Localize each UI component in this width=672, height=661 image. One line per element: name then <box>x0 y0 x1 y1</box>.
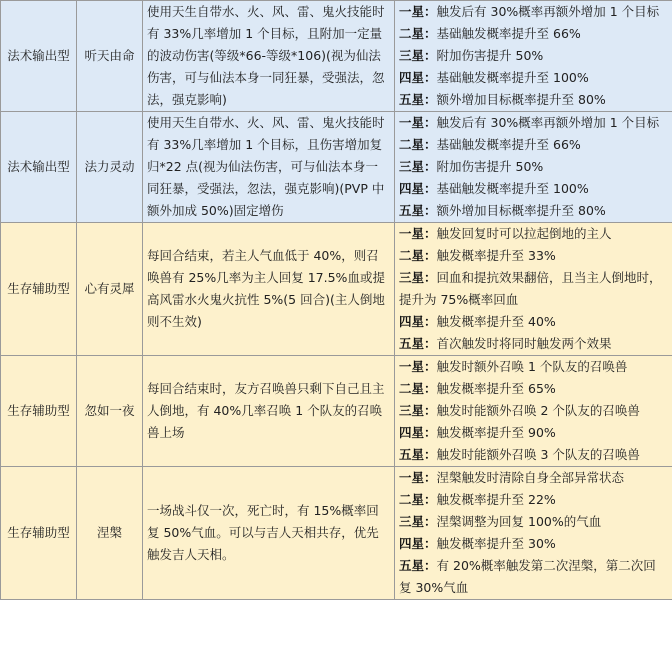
skill-description: 使用天生自带水、火、风、雷、鬼火技能时有 33%几率增加 1 个目标，且伤害增加复归*22 点(视为仙法伤害，可与仙法本身一同狂暴，受强法，忽法，强克影响)(PVP 中额外加成 50%)固定增伤 <box>143 112 395 223</box>
star-text: 触发后有 30%概率再额外增加 1 个目标 <box>436 115 660 130</box>
skill-description: 每回合结束，若主人气血低于 40%，则召唤兽有 25%几率为主人回复 17.5%血或提高风雷水火鬼火抗性 5%(5 回合)(主人倒地则不生效) <box>143 223 395 356</box>
star-label: 一星： <box>399 4 437 19</box>
star-upgrades <box>395 223 672 356</box>
star-item <box>399 112 668 134</box>
star-text: 触发概率提升至 65% <box>436 381 556 396</box>
star-item <box>399 333 668 355</box>
star-upgrades <box>395 467 672 600</box>
star-text: 基础触发概率提升至 66% <box>436 137 581 152</box>
star-label: 二星： <box>399 137 437 152</box>
star-item <box>399 311 668 333</box>
skill-name: 听天由命 <box>77 1 143 112</box>
star-text: 基础触发概率提升至 66% <box>436 26 581 41</box>
star-label: 二星： <box>399 26 437 41</box>
star-item <box>399 1 668 23</box>
star-item <box>399 378 668 400</box>
star-text: 触发概率提升至 30% <box>436 536 556 551</box>
star-label: 四星： <box>399 536 437 551</box>
star-text: 触发概率提升至 90% <box>436 425 556 440</box>
star-text: 触发概率提升至 40% <box>436 314 556 329</box>
skill-description: 一场战斗仅一次，死亡时，有 15%概率回复 50%气血。可以与吉人天相共存，优先触发吉人天相。 <box>143 467 395 600</box>
star-text: 触发概率提升至 22% <box>436 492 556 507</box>
star-label: 四星： <box>399 425 437 440</box>
star-label: 四星： <box>399 70 437 85</box>
skill-name: 涅槃 <box>77 467 143 600</box>
skill-category: 法术输出型 <box>1 1 77 112</box>
star-label: 五星： <box>399 336 437 351</box>
star-item <box>399 223 668 245</box>
star-item <box>399 23 668 45</box>
star-text: 有 20%概率触发第二次涅槃，第二次回复 30%气血 <box>399 558 656 595</box>
star-text: 触发时能额外召唤 2 个队友的召唤兽 <box>436 403 640 418</box>
star-item <box>399 156 668 178</box>
table-row <box>1 467 672 600</box>
star-label: 三星： <box>399 159 437 174</box>
star-text: 基础触发概率提升至 100% <box>436 181 589 196</box>
star-item <box>399 422 668 444</box>
star-text: 首次触发时将同时触发两个效果 <box>436 336 612 351</box>
star-item <box>399 555 668 599</box>
star-label: 四星： <box>399 314 437 329</box>
skill-category: 生存辅助型 <box>1 223 77 356</box>
skill-description: 每回合结束时，友方召唤兽只剩下自己且主人倒地，有 40%几率召唤 1 个队友的召唤兽上场 <box>143 356 395 467</box>
skill-name: 法力灵动 <box>77 112 143 223</box>
star-item <box>399 45 668 67</box>
skill-category: 法术输出型 <box>1 112 77 223</box>
star-label: 三星： <box>399 270 437 285</box>
table-row <box>1 356 672 467</box>
star-label: 五星： <box>399 447 437 462</box>
star-item <box>399 356 668 378</box>
star-label: 二星： <box>399 492 437 507</box>
star-item <box>399 200 668 222</box>
star-label: 二星： <box>399 381 437 396</box>
star-item <box>399 245 668 267</box>
star-item <box>399 444 668 466</box>
skill-category: 生存辅助型 <box>1 467 77 600</box>
star-item <box>399 400 668 422</box>
star-label: 一星： <box>399 470 437 485</box>
star-item <box>399 489 668 511</box>
star-text: 额外增加目标概率提升至 80% <box>436 203 606 218</box>
star-item <box>399 533 668 555</box>
star-item <box>399 89 668 111</box>
star-label: 三星： <box>399 403 437 418</box>
star-label: 五星： <box>399 558 437 573</box>
star-text: 触发概率提升至 33% <box>436 248 556 263</box>
star-item <box>399 134 668 156</box>
star-text: 附加伤害提升 50% <box>436 48 544 63</box>
star-text: 回血和提抗效果翻倍，且当主人倒地时，提升为 75%概率回血 <box>399 270 662 307</box>
star-label: 一星： <box>399 359 437 374</box>
star-item <box>399 267 668 311</box>
star-item <box>399 467 668 489</box>
table-row <box>1 223 672 356</box>
star-item <box>399 511 668 533</box>
star-text: 基础触发概率提升至 100% <box>436 70 589 85</box>
star-label: 四星： <box>399 181 437 196</box>
star-label: 三星： <box>399 514 437 529</box>
skill-description: 使用天生自带水、火、风、雷、鬼火技能时有 33%几率增加 1 个目标，且附加一定量的波动伤害(等级*66-等级*106)(视为仙法伤害，可与仙法本身一同狂暴，受强法，忽法，强克影响) <box>143 1 395 112</box>
star-item <box>399 67 668 89</box>
star-label: 一星： <box>399 115 437 130</box>
star-text: 涅槃触发时清除自身全部异常状态 <box>436 470 625 485</box>
star-text: 触发时额外召唤 1 个队友的召唤兽 <box>436 359 628 374</box>
star-text: 附加伤害提升 50% <box>436 159 544 174</box>
star-label: 一星： <box>399 226 437 241</box>
star-text: 涅槃调整为回复 100%的气血 <box>436 514 602 529</box>
star-label: 二星： <box>399 248 437 263</box>
skill-name: 心有灵犀 <box>77 223 143 356</box>
star-text: 触发回复时可以拉起倒地的主人 <box>436 226 612 241</box>
star-text: 触发后有 30%概率再额外增加 1 个目标 <box>436 4 660 19</box>
star-label: 五星： <box>399 203 437 218</box>
table-row <box>1 1 672 112</box>
star-text: 触发时能额外召唤 3 个队友的召唤兽 <box>436 447 640 462</box>
star-text: 额外增加目标概率提升至 80% <box>436 92 606 107</box>
star-upgrades <box>395 1 672 112</box>
star-label: 三星： <box>399 48 437 63</box>
star-upgrades <box>395 356 672 467</box>
skill-name: 忽如一夜 <box>77 356 143 467</box>
star-item <box>399 178 668 200</box>
star-upgrades <box>395 112 672 223</box>
skill-category: 生存辅助型 <box>1 356 77 467</box>
star-label: 五星： <box>399 92 437 107</box>
table-row <box>1 112 672 223</box>
